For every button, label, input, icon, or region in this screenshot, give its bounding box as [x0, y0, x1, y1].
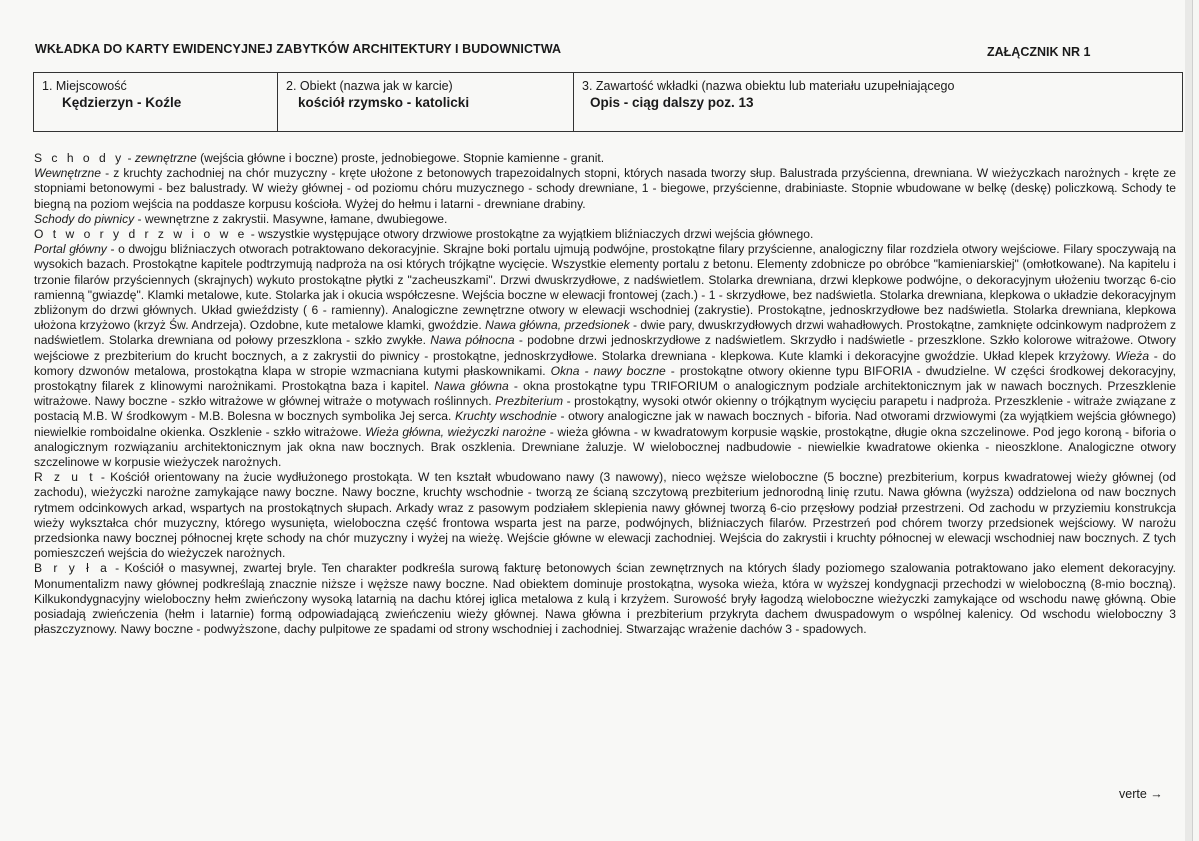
- term: Kruchty wschodnie: [455, 409, 557, 424]
- description-text: [34, 151, 1176, 638]
- term: Nawa główna: [434, 379, 509, 394]
- text: - z kruchty zachodniej na chór muzyczny - kręte ułożone z betonowych trapezoidalnych stopni, których nasada tworzy słup. Balustrada przyścienna, drewniana. W wieżyczkach narożnych - kręte ze stopniami betonowymi - bez balustrady. W wieży głównej - od poziomu chóru muzycznego - schody drewniane, 1 - biegowe, przyścienne, drabiniaste. Stopnie wbudowane w belkę (deskę) policzkową. Schody te biegną na poziom wejścia na poddasze korpusu kościoła. Wyżej do hełmu i latarni - drewniane drabiny.: [34, 166, 1176, 211]
- term: zewnętrzne: [134, 151, 197, 165]
- paragraph-portal: [34, 242, 1176, 470]
- field-object: [278, 73, 574, 131]
- text: - o dwojgu bliźniaczych otworach potraktowano dekoracyjnie. Skrajne boki portalu ujmują podwójne, prostokątne filary przyścienne, analogiczny filar rozdziela otwory wejściowe. Filary spoczywają na wysokich bazach. Prostokątne kapitele podtrzymują nadproża na osi których trójkątne wycięcie. Wszystkie elementy portalu z betonu. Elementy zdobnicze po obróbce "kamieniarskiej" (omłotkowane). Na kapitelu i trzonie filarów przyściennych (skrajnych) wykuto prostokątne płytki z "zacheuszkami". Drzwi dwuskrzydłowe, z nadświetlem. Stolarka drewniana, drzwi klepkowe podwójne, o dekoracyjnym ułożeniu tworząc 6-cio ramienną "gwiazdę". Klamki metalowe, kute. Stolarka jak i okucia współczesne. Wejścia boczne w elewacji frontowej (zach.) - 1 - skrzydłowe, bez nadświetla. Stolarka drewniana, klepkowa o układzie dekoracyjnym zbliżonym do drzwi głównych. Układ gwieździsty ( 6 - ramienny). Analogiczne zewnętrzne otwory w elewacji wschodniej (zakrystie). Prostokątne, jednoskrzydłowe bez nadświetla. Stolarka drewniana, klepkowa ułożona krzyżowo (krzyż Św. Andrzeja). Ozdobne, kute metalowe klamki, gwoździe.: [34, 242, 1176, 333]
- field-object-value: kościół rzymsko - katolicki: [298, 95, 470, 110]
- term: Nawa północna: [430, 333, 515, 348]
- text: - okna prostokątne typu TRIFORIUM o analogicznym podziale architektonicznym jak w nawach bocznych. Przeszklenie witrażowe. Nawy boczne - szkło witrażowe w głównej witraże o motywach roślinnych.: [34, 379, 1176, 409]
- page-edge: [1185, 0, 1192, 841]
- term: Portal główny: [34, 242, 107, 257]
- text: (wejścia główne i boczne) proste, jednobiegowe. Stopnie kamienne - granit.: [196, 151, 605, 165]
- verte-label: verte →: [1119, 787, 1163, 801]
- field-contents-value: Opis - ciąg dalszy poz. 13: [590, 95, 754, 110]
- section-head-schody: S c h o d y: [34, 151, 125, 165]
- text: - wieża główna - w kwadratowym korpusie wąskie, prostokątne, długie okna szczelinowe. Pod jego koroną - biforia o analogicznym rozwiązaniu architektonicznym jak okna naw bocznych. Brak oszklenia. Drewniane żaluzje. W wielobocznej nadbudowie - niewielkie kwadratowe okienka - nieoszklone. Analogiczne otwory szczelinowe w korpusie wieżyczek narożnych.: [34, 424, 1176, 470]
- text: - Kościół orientowany na żucie wydłużonego prostokąta. W ten kształt wbudowano nawy (3 nawowy), nieco węższe wieloboczne (5 boczne) prezbiterium, korpus kwadratowej wieży głównej (od zachodu), wieżyczki narożne zamykające nawy boczne. Nawy boczne, kruchty wschodnie - tworzą ze ścianą szczytową prezbiterium jednorodną linię rzutu. Nawa główna (wyższa) oddzielona od naw bocznych rytmem odcinkowych arkad, wspartych na prostokątnych słupach. Arkady wraz z pasowym podziałem sklepienia nawy głównej tworzą 6-cio przęsłowy podział przestrzeni. Od zachodu w przyziemiu konstrukcja wieży wykształca chór muzyczny, którego wysunięta, wieloboczna część frontowa wsparta jest na parze, podwójnych, bliźniaczych filarów. Przestrzeń pod chórem tworzy przedsionek wejściowy. W narożu przedsionka nawy bocznej północnej kręte schody na chór muzyczny i wyżej na wieżę. Wejście główne w elewacji zachodniej. Wejścia do zakrystii i kruchty północnej w elewacji wschodniej naw bocznych. Z tych pomieszczeń wejścia do wieżyczek narożnych.: [34, 470, 1177, 561]
- text: - otwory analogiczne jak w nawach bocznych - biforia. Nad otworami drzwiowymi (za wyjątkiem wejścia głównego) niewielkie romboidalne okienka. Oszklenie - szkło witrażowe.: [34, 409, 1176, 439]
- text: - dwie pary, dwuskrzydłowych drzwi wahadłowych. Prostokątne, zamknięte odcinkowym nadprożem z nadświetlem. Stolarka drewniana od połowy przeszklona - szkło zwykłe.: [34, 318, 1176, 348]
- field-object-label: 2. Obiekt (nazwa jak w karcie): [286, 79, 453, 93]
- field-locality-value: Kędzierzyn - Koźle: [62, 95, 182, 110]
- term: Prezbiterium: [495, 394, 564, 409]
- header-fields: [33, 72, 1183, 132]
- section-head-otwory: O t w o r y d r z w i o w e: [34, 227, 248, 242]
- term: Schody do piwnicy: [34, 211, 135, 226]
- paragraph-piwnica: [34, 212, 1176, 227]
- annex-label: ZAŁĄCZNIK NR 1: [987, 45, 1091, 59]
- document-title: WKŁADKA DO KARTY EWIDENCYJNEJ ZABYTKÓW ARCHITEKTURY I BUDOWNICTWA: [35, 42, 562, 56]
- paragraph-schody: S c h o d y - zewnętrzne (wejścia główne i boczne) proste, jednobiegowe. Stopnie kamienne - granit.: [34, 151, 605, 165]
- field-contents: [574, 73, 1182, 131]
- field-contents-label: 3. Zawartość wkładki (nazwa obiektu lub materiału uzupełniającego: [582, 79, 955, 93]
- term: Wewnętrzne: [34, 166, 101, 181]
- text: - Kościół o masywnej, zwartej bryle. Ten charakter podkreśla surową fakturę betonowych ścian zewnętrznych na których ślady poziomego szalowania potraktowano jako element dekoracyjny. Monumentalizm nawy głównej podkreślają znacznie niższe i węższe nawy boczne. Nad obiektem dominuje prostokątna, wysoka wieża, która w wyższej kondygnacji przechodzi w wieloboczną (8-mio boczną). Kilkukondygnacyjny wieloboczny hełm zwieńczony wysoką latarnią na dachu której iglica metalowa z kulą i krzyżem. Surowość bryły łagodzą wieloboczne wieżyczki zamykające od wschodu nawę główną. Obie posiadają zwieńczenia (hełm i latarnie) formą odpowiadającą zwieńczeniu wieży głównej. Nawa główna i prezbiterium przykryta dachem dwuspadowym o wspólnej kalenicy. Od wschodu wieloboczny 3 płaszczyznowy. Nawy boczne - podwyższone, dachy pulpitowe ze spadami od strony wschodniej i zachodniej. Stwarzając wrażenie dachów 3 - spadowych.: [34, 561, 1176, 637]
- text: - prostokątne otwory okienne typu BIFORIA - dwudzielne. W części środkowej dekoracyjny, prostokątny filarek z klinowymi narożnikami. Prostokątna baza i kapitel.: [34, 363, 1177, 394]
- paragraph-bryla: [34, 561, 1176, 637]
- text: - wewnętrzne z zakrystii. Masywne, łamane, dwubiegowe.: [134, 211, 448, 226]
- text: - do komory dzwonów metalowa, prostokątna klapa w stropie wzmacniana kutymi płaskownikami.: [34, 348, 1177, 378]
- field-locality: [34, 73, 278, 131]
- paragraph-otwory: [34, 227, 1176, 242]
- field-locality-label: 1. Miejscowość: [42, 79, 127, 93]
- term: Wieża główna, wieżyczki narożne: [365, 424, 547, 439]
- term: Nawa główna, przedsionek: [485, 318, 630, 333]
- term: Wieża: [1115, 348, 1150, 363]
- term: Okna - nawy boczne: [550, 363, 666, 378]
- section-head-rzut: R z u t: [34, 470, 96, 485]
- text: - podobne drzwi jednoskrzydłowe z nadświetlem. Skrzydło i nadświetle - przeszklone. Szkło kolorowe witrażowe. Otwory wejściowe z prezbiterium do krucht bocznych, a z zakrystii do piwnicy - prostokątne, jednoskrzydłowe. Stolarka drewniana - klepkowa. Kute klamki i dekoracyjne gwoździe. Układ klepek krzyżowy.: [34, 333, 1176, 363]
- text: - wszystkie występujące otwory drzwiowe prostokątne za wyjątkiem bliźniaczych drzwi wejścia głównego.: [247, 227, 814, 242]
- text: - prostokątny, wysoki otwór okienny o trójkątnym wycięciu parapetu i nadproża. Przeszklenie - witraże związane z postacią M.B. W środkowym - M.B. Bolesna w bocznych symbolika Jej serca.: [34, 394, 1176, 424]
- paragraph-wewnetrzne: [34, 166, 1176, 212]
- paragraph-rzut: [34, 470, 1176, 561]
- section-head-bryla: B r y ł a: [34, 561, 110, 576]
